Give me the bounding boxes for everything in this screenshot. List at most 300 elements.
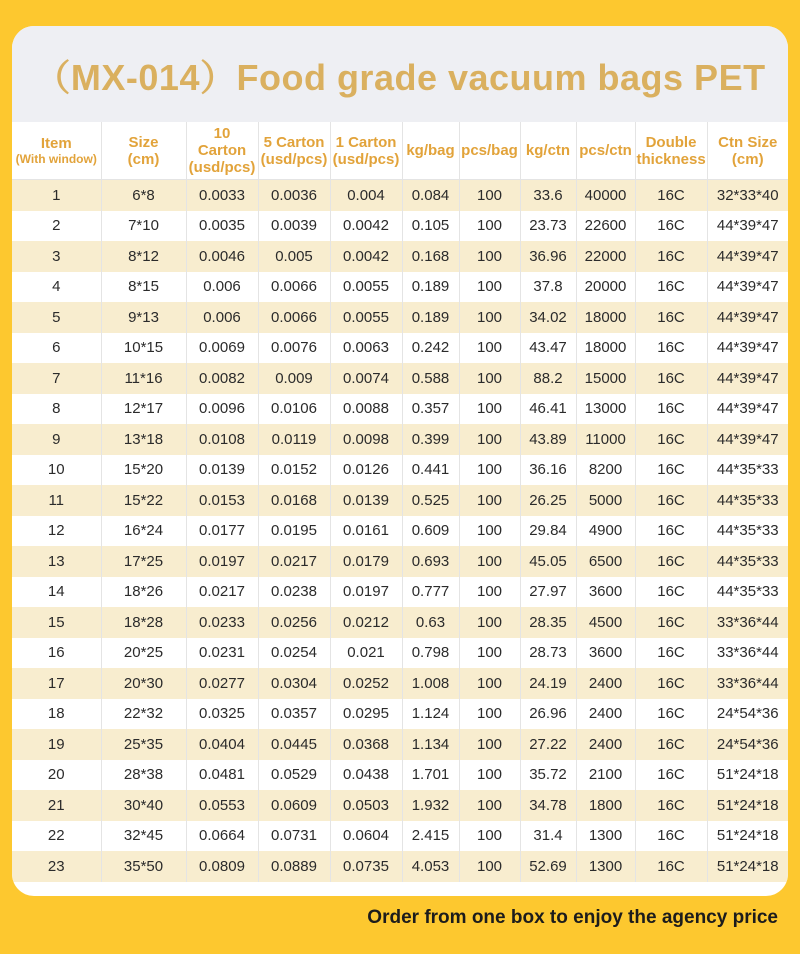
table-cell: 9 (12, 424, 101, 455)
table-cell: 0.0036 (258, 180, 330, 211)
table-cell: 0.0277 (186, 668, 258, 699)
table-cell: 0.0161 (330, 516, 402, 547)
table-cell: 0.0069 (186, 333, 258, 364)
table-cell: 1.008 (402, 668, 459, 699)
table-cell: 16C (635, 455, 707, 486)
table-cell: 0.0042 (330, 241, 402, 272)
table-cell: 16C (635, 577, 707, 608)
table-cell: 0.0066 (258, 272, 330, 303)
table-cell: 0.004 (330, 180, 402, 211)
table-cell: 27.22 (520, 729, 576, 760)
table-cell: 2 (12, 211, 101, 242)
table-cell: 0.0046 (186, 241, 258, 272)
table-cell: 18 (12, 699, 101, 730)
table-cell: 24*54*36 (707, 699, 788, 730)
table-cell: 24.19 (520, 668, 576, 699)
table-cell: 18*26 (101, 577, 186, 608)
table-body (12, 180, 788, 882)
table-cell: 0.0529 (258, 760, 330, 791)
table-cell: 8200 (576, 455, 635, 486)
table-cell: 16C (635, 607, 707, 638)
table-cell: 21 (12, 790, 101, 821)
table-cell: 0.0438 (330, 760, 402, 791)
table-cell: 100 (459, 302, 520, 333)
table-cell: 0.0197 (330, 577, 402, 608)
table-cell: 100 (459, 180, 520, 211)
table-cell: 9*13 (101, 302, 186, 333)
table-cell: 5000 (576, 485, 635, 516)
table-cell: 0.105 (402, 211, 459, 242)
table-cell: 44*35*33 (707, 455, 788, 486)
table-row (12, 333, 788, 364)
table-cell: 18*28 (101, 607, 186, 638)
table-cell: 16C (635, 424, 707, 455)
table-cell: 28*38 (101, 760, 186, 791)
table-cell: 0.0108 (186, 424, 258, 455)
table-cell: 0.0179 (330, 546, 402, 577)
table-cell: 4900 (576, 516, 635, 547)
table-cell: 23.73 (520, 211, 576, 242)
table-cell: 0.0042 (330, 211, 402, 242)
table-cell: 24*54*36 (707, 729, 788, 760)
table-cell: 16C (635, 851, 707, 882)
table-cell: 10 (12, 455, 101, 486)
column-header-label: pcs/ctn (579, 142, 632, 159)
column-header (402, 122, 459, 180)
table-cell: 6*8 (101, 180, 186, 211)
table-cell: 0.0735 (330, 851, 402, 882)
table-row (12, 851, 788, 882)
table-row (12, 363, 788, 394)
column-header-sublabel: (cm) (127, 150, 160, 168)
column-header-label: Size (128, 133, 159, 151)
table-cell: 0.084 (402, 180, 459, 211)
table-row (12, 577, 788, 608)
table-cell: 100 (459, 760, 520, 791)
header-row (12, 122, 788, 180)
column-header-label: kg/bag (406, 142, 455, 159)
table-cell: 22600 (576, 211, 635, 242)
table-cell: 100 (459, 546, 520, 577)
price-table (12, 122, 788, 882)
table-cell: 23 (12, 851, 101, 882)
table-cell: 0.021 (330, 638, 402, 669)
column-header (258, 122, 330, 180)
table-cell: 0.588 (402, 363, 459, 394)
table-cell: 34.78 (520, 790, 576, 821)
table-cell: 16C (635, 272, 707, 303)
table-cell: 8 (12, 394, 101, 425)
footer-note: Order from one box to enjoy the agency price (367, 907, 778, 928)
table-cell: 44*39*47 (707, 424, 788, 455)
table-cell: 100 (459, 394, 520, 425)
table-cell: 6500 (576, 546, 635, 577)
table-cell: 16C (635, 302, 707, 333)
table-cell: 46.41 (520, 394, 576, 425)
table-cell: 0.0731 (258, 821, 330, 852)
column-header (520, 122, 576, 180)
table-cell: 1 (12, 180, 101, 211)
table-cell: 0.525 (402, 485, 459, 516)
table-cell: 31.4 (520, 821, 576, 852)
table-cell: 4500 (576, 607, 635, 638)
table-cell: 19 (12, 729, 101, 760)
table-cell: 0.0254 (258, 638, 330, 669)
table-cell: 1.701 (402, 760, 459, 791)
table-cell: 100 (459, 241, 520, 272)
table-cell: 8*15 (101, 272, 186, 303)
column-header-label: 5 Carton (263, 133, 325, 151)
table-cell: 2400 (576, 699, 635, 730)
table-cell: 34.02 (520, 302, 576, 333)
table-cell: 44*39*47 (707, 241, 788, 272)
table-cell: 7*10 (101, 211, 186, 242)
table-cell: 18000 (576, 302, 635, 333)
table-cell: 45.05 (520, 546, 576, 577)
table-cell: 0.0609 (258, 790, 330, 821)
table-cell: 100 (459, 424, 520, 455)
table-cell: 35*50 (101, 851, 186, 882)
table-cell: 0.009 (258, 363, 330, 394)
table-cell: 3 (12, 241, 101, 272)
table-cell: 28.35 (520, 607, 576, 638)
table-cell: 17*25 (101, 546, 186, 577)
column-header-label: Double (645, 133, 697, 151)
table-cell: 0.0055 (330, 302, 402, 333)
table-cell: 5 (12, 302, 101, 333)
table-cell: 28.73 (520, 638, 576, 669)
table-cell: 0.0553 (186, 790, 258, 821)
table-cell: 44*39*47 (707, 394, 788, 425)
table-cell: 0.0304 (258, 668, 330, 699)
table-row (12, 211, 788, 242)
table-cell: 3600 (576, 638, 635, 669)
table-cell: 16C (635, 546, 707, 577)
table-cell: 0.0139 (330, 485, 402, 516)
table-cell: 22*32 (101, 699, 186, 730)
table-cell: 20000 (576, 272, 635, 303)
table-cell: 15000 (576, 363, 635, 394)
table-row (12, 516, 788, 547)
column-header-sublabel: (usd/pcs) (188, 159, 256, 176)
table-cell: 0.0445 (258, 729, 330, 760)
table-cell: 0.609 (402, 516, 459, 547)
column-header (330, 122, 402, 180)
table-cell: 0.0106 (258, 394, 330, 425)
table-cell: 0.0033 (186, 180, 258, 211)
table-cell: 0.006 (186, 302, 258, 333)
column-header-label: 1 Carton (335, 133, 397, 151)
table-cell: 100 (459, 851, 520, 882)
table-cell: 44*39*47 (707, 272, 788, 303)
table-cell: 27.97 (520, 577, 576, 608)
table-cell: 11 (12, 485, 101, 516)
table-row (12, 424, 788, 455)
table-row (12, 272, 788, 303)
table-cell: 10*15 (101, 333, 186, 364)
table-cell: 51*24*18 (707, 821, 788, 852)
table-cell: 44*35*33 (707, 577, 788, 608)
table-cell: 0.798 (402, 638, 459, 669)
column-header-sublabel: (usd/pcs) (260, 150, 328, 168)
table-cell: 16C (635, 790, 707, 821)
table-cell: 51*24*18 (707, 760, 788, 791)
table-cell: 16C (635, 211, 707, 242)
table-row (12, 760, 788, 791)
column-header (459, 122, 520, 180)
table-cell: 1.932 (402, 790, 459, 821)
table-cell: 0.0295 (330, 699, 402, 730)
table-cell: 6 (12, 333, 101, 364)
table-cell: 100 (459, 272, 520, 303)
table-cell: 0.189 (402, 302, 459, 333)
table-cell: 36.16 (520, 455, 576, 486)
table-cell: 100 (459, 455, 520, 486)
table-cell: 0.63 (402, 607, 459, 638)
table-row (12, 180, 788, 211)
table-cell: 33*36*44 (707, 607, 788, 638)
table-cell: 16C (635, 241, 707, 272)
table-cell: 0.0063 (330, 333, 402, 364)
table-cell: 32*45 (101, 821, 186, 852)
table-cell: 44*39*47 (707, 211, 788, 242)
table-cell: 30*40 (101, 790, 186, 821)
table-cell: 40000 (576, 180, 635, 211)
table-row (12, 607, 788, 638)
table-cell: 16C (635, 394, 707, 425)
table-cell: 16 (12, 638, 101, 669)
table-cell: 0.0217 (258, 546, 330, 577)
table-cell: 0.0604 (330, 821, 402, 852)
table-cell: 16C (635, 729, 707, 760)
table-cell: 0.0664 (186, 821, 258, 852)
table-cell: 100 (459, 729, 520, 760)
table-cell: 100 (459, 607, 520, 638)
table-cell: 0.0212 (330, 607, 402, 638)
table-cell: 7 (12, 363, 101, 394)
table-cell: 3600 (576, 577, 635, 608)
table-cell: 0.693 (402, 546, 459, 577)
table-cell: 0.0088 (330, 394, 402, 425)
table-cell: 44*35*33 (707, 546, 788, 577)
table-cell: 0.0217 (186, 577, 258, 608)
table-cell: 32*33*40 (707, 180, 788, 211)
table-cell: 0.0139 (186, 455, 258, 486)
table-cell: 1300 (576, 851, 635, 882)
table-cell: 16C (635, 821, 707, 852)
title-band (12, 26, 788, 122)
table-cell: 20 (12, 760, 101, 791)
table-cell: 100 (459, 790, 520, 821)
table-cell: 0.0404 (186, 729, 258, 760)
column-header (101, 122, 186, 180)
table-cell: 0.0039 (258, 211, 330, 242)
table-cell: 29.84 (520, 516, 576, 547)
price-card (12, 26, 788, 896)
table-cell: 15*22 (101, 485, 186, 516)
table-cell: 0.0076 (258, 333, 330, 364)
table-cell: 22000 (576, 241, 635, 272)
table-cell: 17 (12, 668, 101, 699)
table-cell: 52.69 (520, 851, 576, 882)
table-cell: 16C (635, 668, 707, 699)
column-header (576, 122, 635, 180)
table-row (12, 821, 788, 852)
table-cell: 33*36*44 (707, 638, 788, 669)
table-cell: 0.0233 (186, 607, 258, 638)
table-cell: 0.0119 (258, 424, 330, 455)
table-cell: 20*30 (101, 668, 186, 699)
column-header-sublabel: thickness (636, 150, 706, 168)
table-cell: 15*20 (101, 455, 186, 486)
table-cell: 100 (459, 699, 520, 730)
table-cell: 16C (635, 638, 707, 669)
table-cell: 36.96 (520, 241, 576, 272)
table-cell: 44*35*33 (707, 516, 788, 547)
table-cell: 0.0197 (186, 546, 258, 577)
table-cell: 0.0231 (186, 638, 258, 669)
table-cell: 16C (635, 180, 707, 211)
table-row (12, 302, 788, 333)
table-cell: 0.0256 (258, 607, 330, 638)
column-header-label: Ctn Size (718, 133, 778, 151)
table-cell: 12*17 (101, 394, 186, 425)
table-cell: 2400 (576, 668, 635, 699)
table-cell: 4.053 (402, 851, 459, 882)
table-cell: 0.0126 (330, 455, 402, 486)
column-header-sublabel: (cm) (731, 150, 764, 168)
table-cell: 100 (459, 211, 520, 242)
table-cell: 44*35*33 (707, 485, 788, 516)
table-row (12, 546, 788, 577)
table-cell: 0.399 (402, 424, 459, 455)
table-cell: 100 (459, 668, 520, 699)
table-cell: 0.0035 (186, 211, 258, 242)
table-cell: 0.0096 (186, 394, 258, 425)
table-cell: 0.0066 (258, 302, 330, 333)
table-cell: 0.0325 (186, 699, 258, 730)
table-cell: 1300 (576, 821, 635, 852)
table-cell: 0.0074 (330, 363, 402, 394)
table-cell: 26.96 (520, 699, 576, 730)
column-header (707, 122, 788, 180)
table-cell: 11*16 (101, 363, 186, 394)
table-cell: 0.168 (402, 241, 459, 272)
table-cell: 0.0481 (186, 760, 258, 791)
table-cell: 0.0238 (258, 577, 330, 608)
table-cell: 2100 (576, 760, 635, 791)
table-cell: 0.0368 (330, 729, 402, 760)
table-cell: 0.0153 (186, 485, 258, 516)
table-cell: 18000 (576, 333, 635, 364)
table-row (12, 455, 788, 486)
table-row (12, 241, 788, 272)
table-cell: 0.357 (402, 394, 459, 425)
table-cell: 14 (12, 577, 101, 608)
table-cell: 13000 (576, 394, 635, 425)
table-cell: 20*25 (101, 638, 186, 669)
table-cell: 44*39*47 (707, 363, 788, 394)
table-cell: 16C (635, 760, 707, 791)
table-row (12, 790, 788, 821)
table-row (12, 668, 788, 699)
table-cell: 1.134 (402, 729, 459, 760)
table-cell: 43.47 (520, 333, 576, 364)
table-cell: 88.2 (520, 363, 576, 394)
table-cell: 2400 (576, 729, 635, 760)
table-cell: 0.006 (186, 272, 258, 303)
table-cell: 0.441 (402, 455, 459, 486)
table-cell: 33*36*44 (707, 668, 788, 699)
table-cell: 100 (459, 638, 520, 669)
table-row (12, 729, 788, 760)
table-row (12, 394, 788, 425)
table-cell: 44*39*47 (707, 302, 788, 333)
table-cell: 44*39*47 (707, 333, 788, 364)
table-cell: 0.242 (402, 333, 459, 364)
table-row (12, 485, 788, 516)
column-header-label: pcs/bag (461, 142, 518, 159)
column-header-label: kg/ctn (525, 142, 571, 159)
table-cell: 0.777 (402, 577, 459, 608)
table-cell: 15 (12, 607, 101, 638)
table-cell: 43.89 (520, 424, 576, 455)
table-cell: 35.72 (520, 760, 576, 791)
table-cell: 0.0809 (186, 851, 258, 882)
table-cell: 0.0357 (258, 699, 330, 730)
table-cell: 16C (635, 333, 707, 364)
table-cell: 12 (12, 516, 101, 547)
table-cell: 0.0055 (330, 272, 402, 303)
column-header-sublabel: (With window) (15, 152, 97, 166)
table-cell: 100 (459, 516, 520, 547)
table-header (12, 122, 788, 180)
table-cell: 100 (459, 577, 520, 608)
column-header (635, 122, 707, 180)
table-cell: 16*24 (101, 516, 186, 547)
table-row (12, 699, 788, 730)
table-cell: 26.25 (520, 485, 576, 516)
table-cell: 4 (12, 272, 101, 303)
table-cell: 16C (635, 363, 707, 394)
table-cell: 0.0082 (186, 363, 258, 394)
table-cell: 16C (635, 516, 707, 547)
table-cell: 2.415 (402, 821, 459, 852)
table-cell: 16C (635, 699, 707, 730)
table-cell: 0.0152 (258, 455, 330, 486)
column-header-label: Item (40, 135, 72, 152)
table-cell: 0.0168 (258, 485, 330, 516)
table-cell: 13 (12, 546, 101, 577)
table-cell: 0.0252 (330, 668, 402, 699)
table-cell: 0.0195 (258, 516, 330, 547)
table-cell: 8*12 (101, 241, 186, 272)
column-header-label: 10 Carton (197, 125, 247, 159)
table-cell: 0.0503 (330, 790, 402, 821)
table-cell: 37.8 (520, 272, 576, 303)
table-cell: 100 (459, 363, 520, 394)
table-cell: 0.189 (402, 272, 459, 303)
table-cell: 0.0098 (330, 424, 402, 455)
table-row (12, 638, 788, 669)
table-cell: 1.124 (402, 699, 459, 730)
table-cell: 33.6 (520, 180, 576, 211)
column-header (12, 122, 101, 180)
column-header-sublabel: (usd/pcs) (332, 150, 400, 168)
page-title: （MX-014）Food grade vacuum bags PET (34, 57, 766, 98)
table-cell: 25*35 (101, 729, 186, 760)
table-cell: 11000 (576, 424, 635, 455)
